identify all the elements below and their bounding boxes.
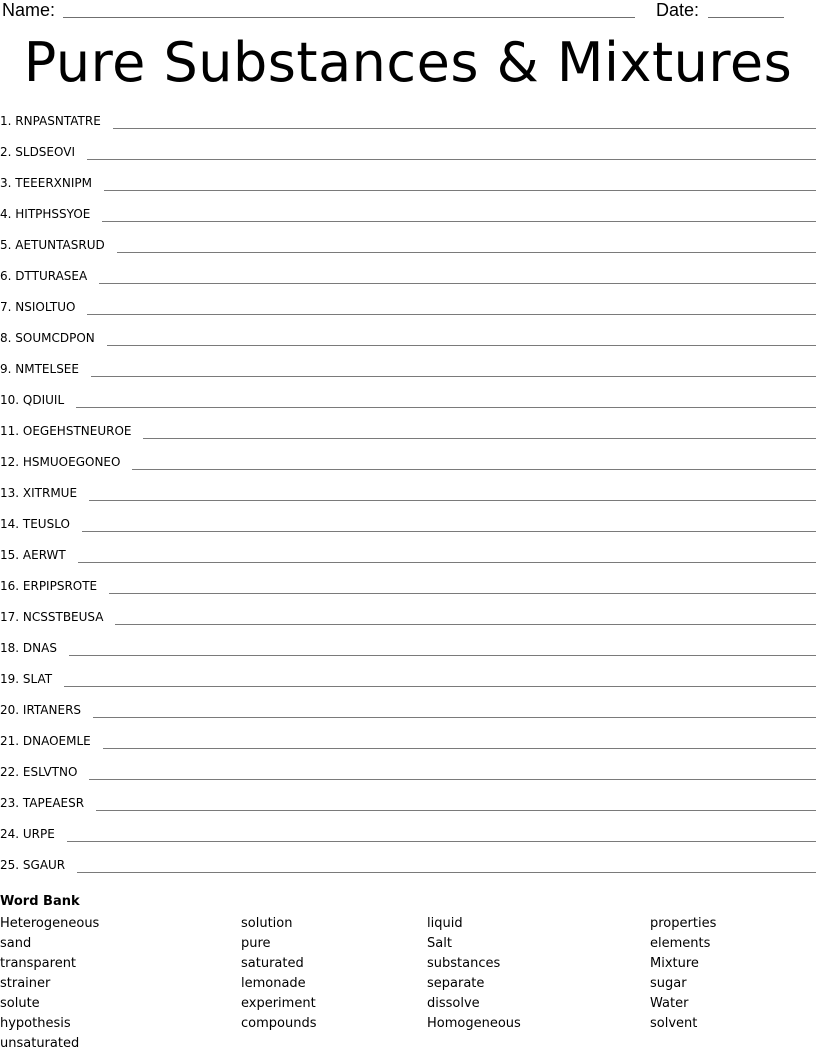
question-row bbox=[0, 176, 816, 196]
question-row bbox=[0, 362, 816, 382]
scrambled-word: 23. TAPEAESR bbox=[0, 796, 85, 810]
scrambled-word: 2. SLDSEOVI bbox=[0, 145, 75, 159]
question-row bbox=[0, 734, 816, 754]
word-bank-word: separate bbox=[427, 976, 485, 991]
scrambled-word: 19. SLAT bbox=[0, 672, 53, 686]
answer-line[interactable] bbox=[78, 548, 816, 563]
scrambled-word: 16. ERPIPSROTE bbox=[0, 579, 98, 593]
question-row bbox=[0, 827, 816, 847]
word-bank-word: sugar bbox=[650, 976, 687, 991]
word-bank-word: lemonade bbox=[241, 976, 306, 991]
answer-line[interactable] bbox=[102, 207, 816, 222]
word-bank-word: unsaturated bbox=[0, 1036, 80, 1051]
scrambled-word: 17. NCSSTBEUSA bbox=[0, 610, 104, 624]
answer-line[interactable] bbox=[64, 672, 816, 687]
word-bank-word: properties bbox=[650, 916, 717, 931]
answer-line[interactable] bbox=[143, 424, 816, 439]
question-row bbox=[0, 610, 816, 630]
word-bank-word: hypothesis bbox=[0, 1016, 71, 1031]
scrambled-word: 24. URPE bbox=[0, 827, 55, 841]
word-bank-column bbox=[0, 914, 99, 1054]
answer-line[interactable] bbox=[96, 796, 816, 811]
answer-line[interactable] bbox=[104, 176, 816, 191]
word-bank-column bbox=[241, 914, 316, 1034]
answer-line[interactable] bbox=[87, 145, 816, 160]
word-bank-word: solvent bbox=[650, 1016, 698, 1031]
word-bank-title: Word Bank bbox=[0, 894, 80, 909]
scrambled-word: 18. DNAS bbox=[0, 641, 57, 655]
scrambled-word: 20. IRTANERS bbox=[0, 703, 82, 717]
word-bank-word: Mixture bbox=[650, 956, 699, 971]
date-field[interactable] bbox=[708, 17, 784, 18]
answer-line[interactable] bbox=[77, 858, 816, 873]
answer-line[interactable] bbox=[99, 269, 816, 284]
name-label: Name: bbox=[2, 0, 56, 20]
page-title: Pure Substances & Mixtures bbox=[23, 31, 793, 94]
scrambled-word: 7. NSIOLTUO bbox=[0, 300, 76, 314]
scrambled-word: 10. QDIUIL bbox=[0, 393, 65, 407]
date-label: Date: bbox=[656, 0, 700, 20]
question-row bbox=[0, 145, 816, 165]
answer-line[interactable] bbox=[132, 455, 816, 470]
word-bank-word: Homogeneous bbox=[427, 1016, 521, 1031]
scrambled-word: 1. RNPASNTATRE bbox=[0, 114, 101, 128]
word-bank-word: Heterogeneous bbox=[0, 916, 100, 931]
word-bank-word: experiment bbox=[241, 996, 316, 1011]
question-row bbox=[0, 765, 816, 785]
word-bank-word: strainer bbox=[0, 976, 51, 991]
word-bank-word: saturated bbox=[241, 956, 304, 971]
word-bank-word: sand bbox=[0, 936, 32, 951]
answer-line[interactable] bbox=[109, 579, 816, 594]
question-row bbox=[0, 641, 816, 661]
word-bank-word: substances bbox=[427, 956, 501, 971]
word-bank-word: Water bbox=[650, 996, 689, 1011]
word-bank-word: compounds bbox=[241, 1016, 317, 1031]
word-bank-word: elements bbox=[650, 936, 711, 951]
question-row bbox=[0, 858, 816, 878]
question-row bbox=[0, 269, 816, 289]
question-row bbox=[0, 300, 816, 320]
scrambled-word: 13. XITRMUE bbox=[0, 486, 78, 500]
answer-line[interactable] bbox=[69, 641, 816, 656]
answer-line[interactable] bbox=[113, 114, 816, 129]
question-row bbox=[0, 703, 816, 723]
answer-line[interactable] bbox=[82, 517, 816, 532]
question-row bbox=[0, 796, 816, 816]
answer-line[interactable] bbox=[107, 331, 816, 346]
answer-line[interactable] bbox=[89, 765, 816, 780]
question-row bbox=[0, 424, 816, 444]
word-bank-word: solute bbox=[0, 996, 40, 1011]
question-row bbox=[0, 393, 816, 413]
word-bank-column bbox=[650, 914, 716, 1034]
word-bank-word: Salt bbox=[427, 936, 452, 951]
scrambled-word: 9. NMTELSEE bbox=[0, 362, 79, 376]
answer-line[interactable] bbox=[87, 300, 816, 315]
question-row bbox=[0, 517, 816, 537]
scrambled-word: 8. SOUMCDPON bbox=[0, 331, 95, 345]
scrambled-word: 15. AERWT bbox=[0, 548, 66, 562]
question-row bbox=[0, 486, 816, 506]
word-bank-word: solution bbox=[241, 916, 293, 931]
scrambled-word: 4. HITPHSSYOE bbox=[0, 207, 91, 221]
scrambled-word: 6. DTTURASEA bbox=[0, 269, 88, 283]
question-row bbox=[0, 114, 816, 134]
word-bank-column bbox=[427, 914, 521, 1034]
scrambled-word: 3. TEEERXNIPM bbox=[0, 176, 93, 190]
scrambled-word: 25. SGAUR bbox=[0, 858, 66, 872]
answer-line[interactable] bbox=[91, 362, 816, 377]
question-row bbox=[0, 238, 816, 258]
question-row bbox=[0, 672, 816, 692]
answer-line[interactable] bbox=[103, 734, 816, 749]
answer-line[interactable] bbox=[76, 393, 816, 408]
answer-line[interactable] bbox=[93, 703, 816, 718]
scrambled-word: 21. DNAOEMLE bbox=[0, 734, 91, 748]
scrambled-word: 5. AETUNTASRUD bbox=[0, 238, 105, 252]
answer-line[interactable] bbox=[115, 610, 816, 625]
word-bank-word: transparent bbox=[0, 956, 77, 971]
word-bank-word: dissolve bbox=[427, 996, 480, 1011]
answer-line[interactable] bbox=[89, 486, 816, 501]
question-row bbox=[0, 331, 816, 351]
answer-line[interactable] bbox=[67, 827, 816, 842]
question-row bbox=[0, 207, 816, 227]
question-row bbox=[0, 548, 816, 568]
scrambled-word: 22. ESLVTNO bbox=[0, 765, 78, 779]
question-row bbox=[0, 455, 816, 475]
scrambled-word: 14. TEUSLO bbox=[0, 517, 70, 531]
name-field[interactable] bbox=[63, 17, 635, 18]
word-bank-word: pure bbox=[241, 936, 271, 951]
scrambled-word: 11. OEGEHSTNEUROE bbox=[0, 424, 132, 438]
question-row bbox=[0, 579, 816, 599]
word-bank-word: liquid bbox=[427, 916, 463, 931]
header bbox=[0, 0, 816, 24]
answer-line[interactable] bbox=[117, 238, 816, 253]
scrambled-word: 12. HSMUOEGONEO bbox=[0, 455, 121, 469]
